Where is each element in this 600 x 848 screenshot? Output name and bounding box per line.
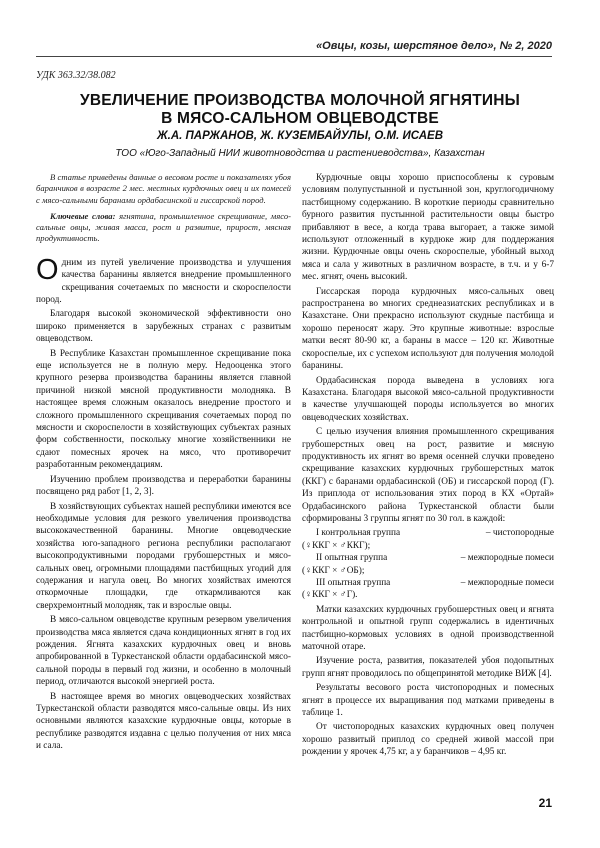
group-name: III опытная группа	[316, 578, 391, 588]
left-column	[36, 172, 291, 755]
paragraph: В настоящее время во многих овцеводческих хозяйствах Туркестанской области разводятся мясо-сальные овцы. Из них основными являются казахские курдючные овцы, которые в республике разводятся издавна с целью получения от них мяса и сала.	[36, 691, 291, 752]
title-line-2: В МЯСО-САЛЬНОМ ОВЦЕВОДСТВЕ	[161, 110, 439, 127]
paragraph: Ордабасинская порода выведена в условиях юга Казахстана. Благодаря высокой мясо-сальной продуктивности в качестве улучшающей породы используется во многих овцеводческих хозяйствах.	[302, 375, 554, 423]
udk-code: УДК 363.32/38.082	[36, 70, 116, 81]
paragraph: Изучению проблем производства и переработки баранины посвящено ряд работ [1, 2, 3].	[36, 474, 291, 498]
header-rule	[36, 56, 552, 57]
paragraph: В Республике Казахстан промышленное скрещивание пока еще используется не в полную меру. Недооценка этого крупного резерва производства баранины является главной причиной низкой мясной продуктивности молодняка. В настоящее время сложным оказалось внедрение простого и сложного промышленного скрещивания сочетаемых пород по мясности и скороспелости в хозяйствующих субъектах разных форм собственности, поскольку многие хозяйственники не сдают помесных ярочек на мясо, что противоречит разработанным рекомендациям.	[36, 348, 291, 471]
drop-cap: О	[36, 253, 59, 286]
paragraph: Гиссарская порода курдючных мясо-сальных овец распространена во многих среднеазиатских республиках и в Казахстане. Они прекрасно используют скудные пастбища и хорошо переносят жару. Это крупные животные: взрослые матки весят 80-90 кг, а бараны в массе – 120 кг. Животные скороспелые, их с успехом используют для получения молодой баранины.	[302, 286, 554, 372]
group-formula: (♀ККГ × ♂ККГ);	[302, 540, 371, 551]
paragraph: С целью изучения влияния промышленного скрещивания грубошерстных овец на рост, развитие и мясную продуктивность их ягнят во время осенней случки проведено скрещивание казахских курдючных грубошерстных маток (ККГ) с баранами ордабасинской (ОБ) и гиссарской пород (Г). Из приплода от использования этих пород в КХ «Ортай» Ордабасинского района Туркестанской области были сформированы 3 группы ягнят по 30 гол. в каждой:	[302, 427, 554, 524]
keywords-label: Ключевые слова:	[50, 210, 116, 221]
authors: Ж.А. ПАРЖАНОВ, Ж. КУЗЕМБАЙУЛЫ, О.М. ИСАЕВ	[156, 130, 444, 142]
lead-paragraph	[36, 253, 291, 307]
lead-text: дним из путей увеличение производства и улучшения качества баранины является внедрение промышленного скрещивания сочетаемых по мясности и скороспелости пород.	[36, 257, 291, 305]
group-name: II опытная группа	[316, 553, 388, 564]
paragraph: От чистопородных казахских курдючных овец получен хорошо развитый приплод со средней живой массой при рождении у ярочек 4,75 кг, а у баранчиков – 4,95 кг.	[302, 722, 554, 758]
group-item	[302, 552, 554, 577]
paragraph: В хозяйствующих субъектах нашей республики имеются все необходимые условия для резкого увеличения производства высококачественной баранины. Многие овцеводческие хозяйства юго-западного региона республики располагают высокопродуктивными породами грубошерстных и мясо-сальных овец, огромными площадями пастбищных угодий для содержания и нагула овец. Во многих хозяйствах имеются откормочные площадки, где откармливаются как сверхремонтный молодняк, так и взрослые овцы.	[36, 501, 291, 611]
group-item	[302, 527, 554, 552]
journal-header: «Овцы, козы, шерстяное дело», № 2, 2020	[316, 40, 552, 52]
paragraph: В мясо-сальном овцеводстве крупным резервом увеличения производства мяса является сдача кондиционных ягнят в год их рождения. Ягнята казахских курдючных овец и вновь апробированной в Туркестанской области ордабасинской мясо-сальной породы в первый год жизни, и особенно в молочный период, отличаются высокой энергией роста.	[36, 615, 291, 688]
keywords	[36, 211, 291, 245]
paragraph: Результаты весового роста чистопородных и помесных ягнят в процессе их выращивания под матками приведены в таблице 1.	[302, 683, 554, 719]
keywords-text: ягнятина, промышленное скрещивание, мясо-сальные овцы, живая масса, рост и развитие, прирост, мясная продуктивность.	[36, 210, 292, 244]
group-type: – чистопородные	[485, 528, 554, 539]
page-number: 21	[538, 796, 552, 810]
article-title	[50, 92, 550, 128]
group-type: – межпородные помеси	[460, 553, 554, 564]
group-item	[302, 577, 554, 602]
group-name: I контрольная группа	[316, 528, 401, 539]
paragraph: Благодаря высокой экономической эффективности оно широко применяется в зарубежных странах с развитым овцеводством.	[36, 309, 291, 345]
group-formula: (♀ККГ × ♂ОБ);	[302, 565, 365, 576]
group-formula: (♀ККГ × ♂Г).	[302, 590, 358, 601]
abstract: В статье приведены данные о весовом росте и показателях убоя баранчиков в возрасте 2 мес. местных курдючных овец и их помесей с мясо-сальными баранами ордабасинской и гиссарской пород.	[36, 172, 291, 205]
affiliation: ТОО «Юго-Западный НИИ животноводства и растениеводства», Казахстан	[115, 148, 485, 159]
right-column	[302, 172, 554, 761]
group-type: – межпородные помеси	[460, 578, 554, 588]
paragraph: Изучение роста, развития, показателей убоя подопытных групп ягнят проводилось по общепринятой методике ВИЖ [4].	[302, 656, 554, 679]
paragraph: Курдючные овцы хорошо приспособлены к суровым условиям полупустынной и пустынной зон, круглогодичному пастбищному содержанию. В короткие периоды сравнительно бурного развития пустынной растительности овцы быстро прибавляют в весе, а когда трава выгорает, а также зимой используют отложенный в курдюке жир для поддержания жизни. Курдючные овцы очень скороспелые, убойный выход мяса и сала у животных в различном возрасте, в т.ч. и у 6-7 мес. ягнят, очень высокий.	[302, 173, 554, 283]
title-line-1: УВЕЛИЧЕНИЕ ПРОИЗВОДСТВА МОЛОЧНОЙ ЯГНЯТИНЫ	[79, 92, 521, 109]
paragraph: Матки казахских курдючных грубошерстных овец и ягнята контрольной и опытной групп содержались в идентичных пастбищно-кормовых условиях в одной производственной маточной отаре.	[302, 604, 554, 653]
